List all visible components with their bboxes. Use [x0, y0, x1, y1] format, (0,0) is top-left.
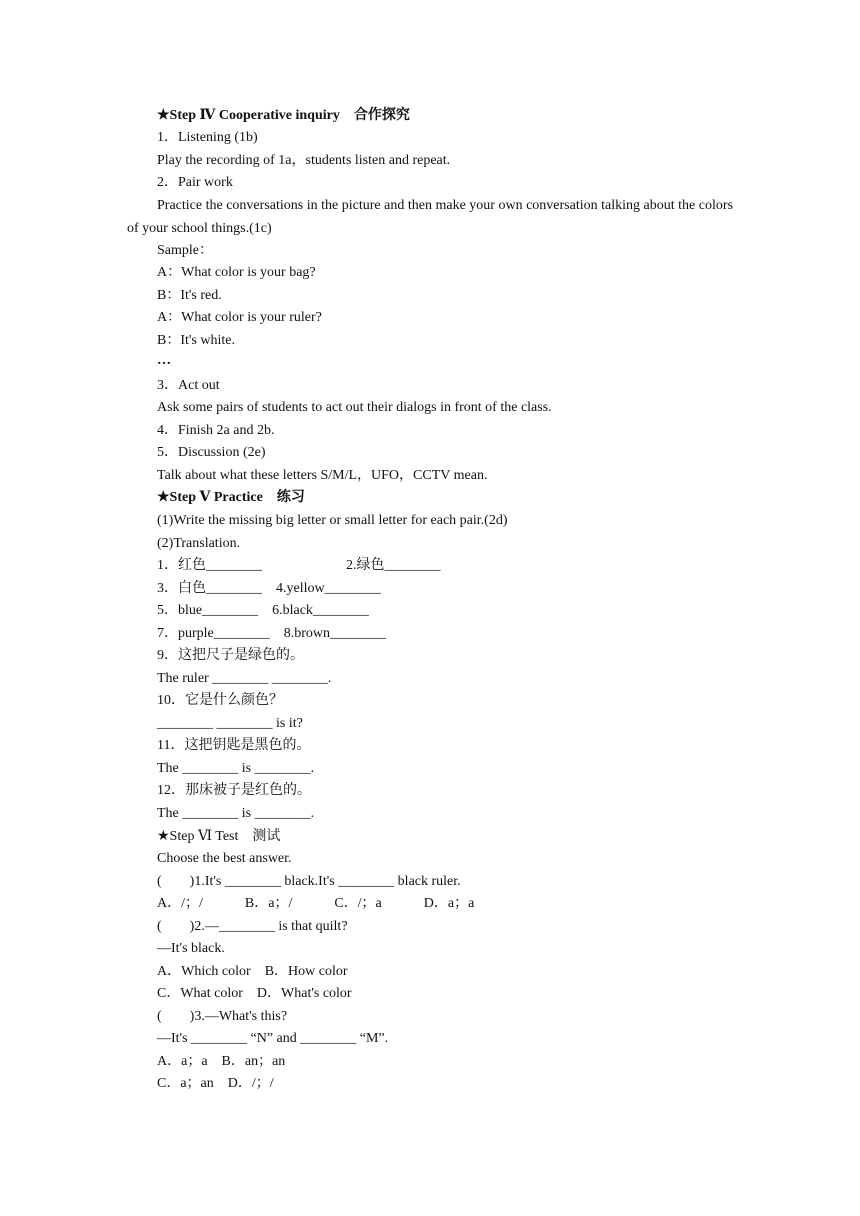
- discussion-item: 5．Discussion (2e): [157, 445, 266, 460]
- test-question: ( )2.—________ is that quilt?: [157, 919, 348, 934]
- dialog-line: B：It's red.: [157, 288, 222, 303]
- sample-label: Sample：: [157, 243, 213, 258]
- translation-answer: ________ ________ is it?: [157, 716, 303, 731]
- act-out-item: 3．Act out: [157, 378, 220, 393]
- test-instruction: Choose the best answer.: [157, 851, 292, 866]
- translation-answer: The ________ is ________.: [157, 806, 315, 821]
- listening-item: 1．Listening (1b): [157, 130, 258, 145]
- practice-item-1: (1)Write the missing big letter or small letter for each pair.(2d): [157, 513, 508, 528]
- dialog-ellipsis: …: [157, 353, 171, 368]
- test-reply: —It's ________ “N” and ________ “M”.: [157, 1031, 389, 1046]
- step5-heading: ★Step Ⅴ Practice 练习: [157, 490, 305, 505]
- step6-heading: ★Step Ⅵ Test 测试: [157, 829, 281, 844]
- translation-row-1a: 1．红色________: [157, 558, 262, 573]
- translation-question: 10．它是什么颜色？: [157, 693, 283, 708]
- dialog-line: A：What color is your bag?: [157, 265, 316, 280]
- test-options: A．/；/ B．a；/ C．/；a D．a；a: [157, 896, 475, 911]
- translation-question: 9．这把尺子是绿色的。: [157, 648, 304, 663]
- discussion-desc: Talk about what these letters S/M/L，UFO，CCTV mean.: [157, 468, 488, 483]
- test-question: ( )3.—What's this?: [157, 1009, 288, 1024]
- translation-answer: The ________ is ________.: [157, 761, 315, 776]
- practice-item-2: (2)Translation.: [157, 536, 241, 551]
- translation-question: 12．那床被子是红色的。: [157, 783, 311, 798]
- test-options: A．a；a B．an；an: [157, 1054, 286, 1069]
- test-options: C．What color D．What's color: [157, 986, 352, 1001]
- translation-answer: The ruler ________ ________.: [157, 671, 332, 686]
- translation-row-2: 3．白色________ 4.yellow________: [157, 581, 381, 596]
- pair-work-item: 2．Pair work: [157, 175, 233, 190]
- translation-row-3: 5．blue________ 6.black________: [157, 603, 369, 618]
- dialog-line: B：It's white.: [157, 333, 235, 348]
- pair-work-desc: Practice the conversations in the picture and then make your own conversation talking about the colors of your school things.(1c): [127, 198, 733, 236]
- dialog-line: A：What color is your ruler?: [157, 310, 322, 325]
- test-options: C．a；an D．/；/: [157, 1076, 274, 1091]
- test-reply: —It's black.: [157, 941, 225, 956]
- act-out-desc: Ask some pairs of students to act out their dialogs in front of the class.: [157, 400, 552, 415]
- listening-desc: Play the recording of 1a，students listen and repeat.: [157, 153, 451, 168]
- step4-heading: ★Step Ⅳ Cooperative inquiry 合作探究: [157, 108, 410, 123]
- translation-question: 11．这把钥匙是黑色的。: [157, 738, 311, 753]
- test-options: A．Which color B．How color: [157, 964, 348, 979]
- translation-row-4: 7．purple________ 8.brown________: [157, 626, 387, 641]
- test-question: ( )1.It's ________ black.It's ________ black ruler.: [157, 874, 461, 889]
- finish-item: 4．Finish 2a and 2b.: [157, 423, 275, 438]
- translation-row-1b: 2.绿色________: [346, 558, 441, 573]
